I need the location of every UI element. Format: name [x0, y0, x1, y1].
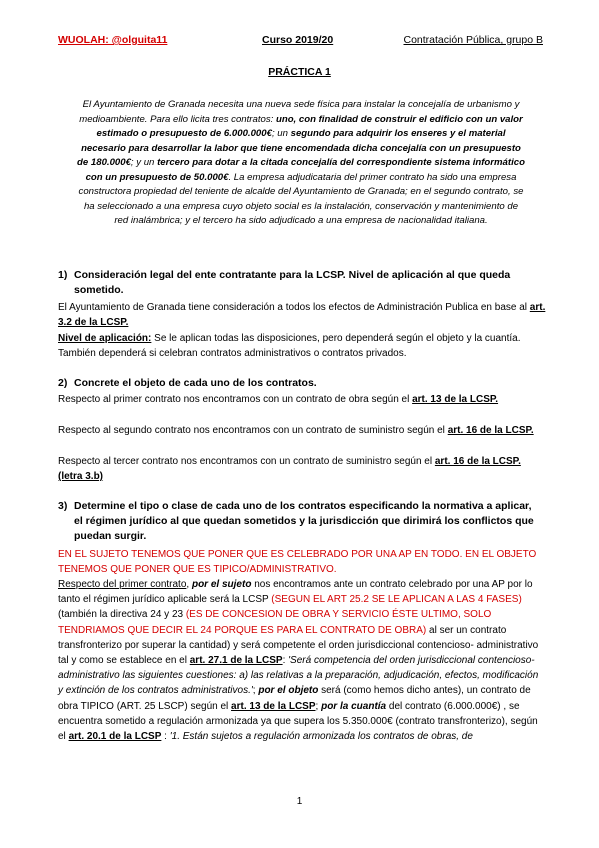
answer-2-paragraph-3: Respecto al tercer contrato nos encontramos con un contrato de suministro según el art. 16 de la LCSP. (letra 3.b) [58, 456, 521, 483]
header-author: WUOLAH: @olguita11 [58, 34, 168, 46]
intro-paragraph: El Ayuntamiento de Granada necesita una nueva sede física para instalar la concejalía de urbanismo y medioambiente. Para ello licita tres contratos: uno, con finalidad de construir el edificio con un valor estimado o presupuesto de 6.000.000€; un segundo para adquirir los enseres y el material necesario para desarrollar la labor que tiene encomendada dicha concejalía con un presupuesto de 180.000€; y un tercero para dotar a la citada concejalía del correspondiente sistema informático con un presupuesto de 50.000€. La empresa adjudicataria del primer contrato ha sido una empresa constructora propiedad del teniente de alcalde del Ayuntamiento de Granada; en el segundo contrato, se ha seleccionado a una empresa cuyo objeto social es la instalación, conservación y mantenimiento de red inalámbrica; y el tercero ha sido adjudicado a una empresa de nacionalidad italiana. [77, 99, 525, 226]
question-1 [58, 268, 542, 298]
page-number: 1 [296, 796, 303, 807]
question-2-text: Concrete el objeto de cada uno de los contratos. [74, 377, 317, 389]
answer-2-paragraph-2: Respecto al segundo contrato nos encontramos con un contrato de suministro según el art. 16 de la LCSP. [58, 425, 534, 436]
answer-1-paragraph-1: El Ayuntamiento de Granada tiene consideración a todos los efectos de Administración Publica en base al art. 3.2 de la LCSP. [58, 302, 546, 329]
answer-3-paragraph: Respecto del primer contrato, por el sujeto nos encontramos ante un contrato celebrado por una AP por lo tanto el régimen jurídico aplicable será la LCSP (SEGUN EL ART 25.2 SE LE APLICAN A LAS 4 FASES) (también la directiva 24 y 23 (ES DE CONCESION DE OBRA Y SERVICIO ÉSTE ULTIMO, SOLO TENDRIAMOS QUE DECIR EL 24 PORQUE ES PARA EL CONTRATO DE OBRA) al ser un contrato transfronterizo por superar la cantidad) y será competente el orden jurisdiccional contencioso- administrativo tal y como se establece en el art. 27.1 de la LCSP: 'Será competencia del orden jurisdiccional contencioso-administrativo las siguientes cuestiones: a) las relativas a la preparación, adjudicación, efectos, modificación y extinción de los contratos administrativos.'; por el objeto será (como hemos dicho antes), un contrato de obra TIPICO (ART. 25 LSCP) según el art. 13 de la LCSP; por la cuantía del contrato (6.000.000€) , se encuentra sometido a regulación armonizada ya que supera los 5.350.000€ (contrato transfronterizo), según el art. 20.1 de la LCSP : '1. Están sujetos a regulación armonizada los contratos de obras, de [58, 579, 539, 743]
header-subject: Contratación Pública, grupo B [403, 34, 543, 46]
answer-1-paragraph-2: Nivel de aplicación: Se le aplican todas las disposiciones, pero dependerá según el objeto y la cuantía. También dependerá si celebran contratos administrativos o contratos privados. [58, 333, 521, 360]
question-3 [58, 499, 542, 544]
question-1-number: 1) [58, 269, 68, 281]
question-3-number: 3) [58, 500, 68, 512]
page-header [58, 34, 543, 50]
header-course: Curso 2019/20 [262, 34, 334, 46]
question-1-text: Consideración legal del ente contratante para la LCSP. Nivel de aplicación al que queda sometido. [74, 269, 511, 296]
answer-3-note: EN EL SUJETO TENEMOS QUE PONER QUE ES CELEBRADO POR UNA AP EN TODO. EN EL OBJETO TENEMOS QUE PONER QUE ES TIPICO/ADMINISTRATIVO. [58, 549, 537, 576]
question-2-number: 2) [58, 377, 68, 389]
answer-2-paragraph-1: Respecto al primer contrato nos encontramos con un contrato de obra según el art. 13 de la LCSP. [58, 394, 499, 405]
question-2 [58, 376, 542, 391]
question-3-text: Determine el tipo o clase de cada uno de los contratos especificando la normativa a aplicar, el régimen jurídico al que quedan sometidos y la jurisdicción que dirimirá los conflictos que puedan surgir. [74, 500, 534, 542]
page-title: PRÁCTICA 1 [268, 66, 331, 78]
